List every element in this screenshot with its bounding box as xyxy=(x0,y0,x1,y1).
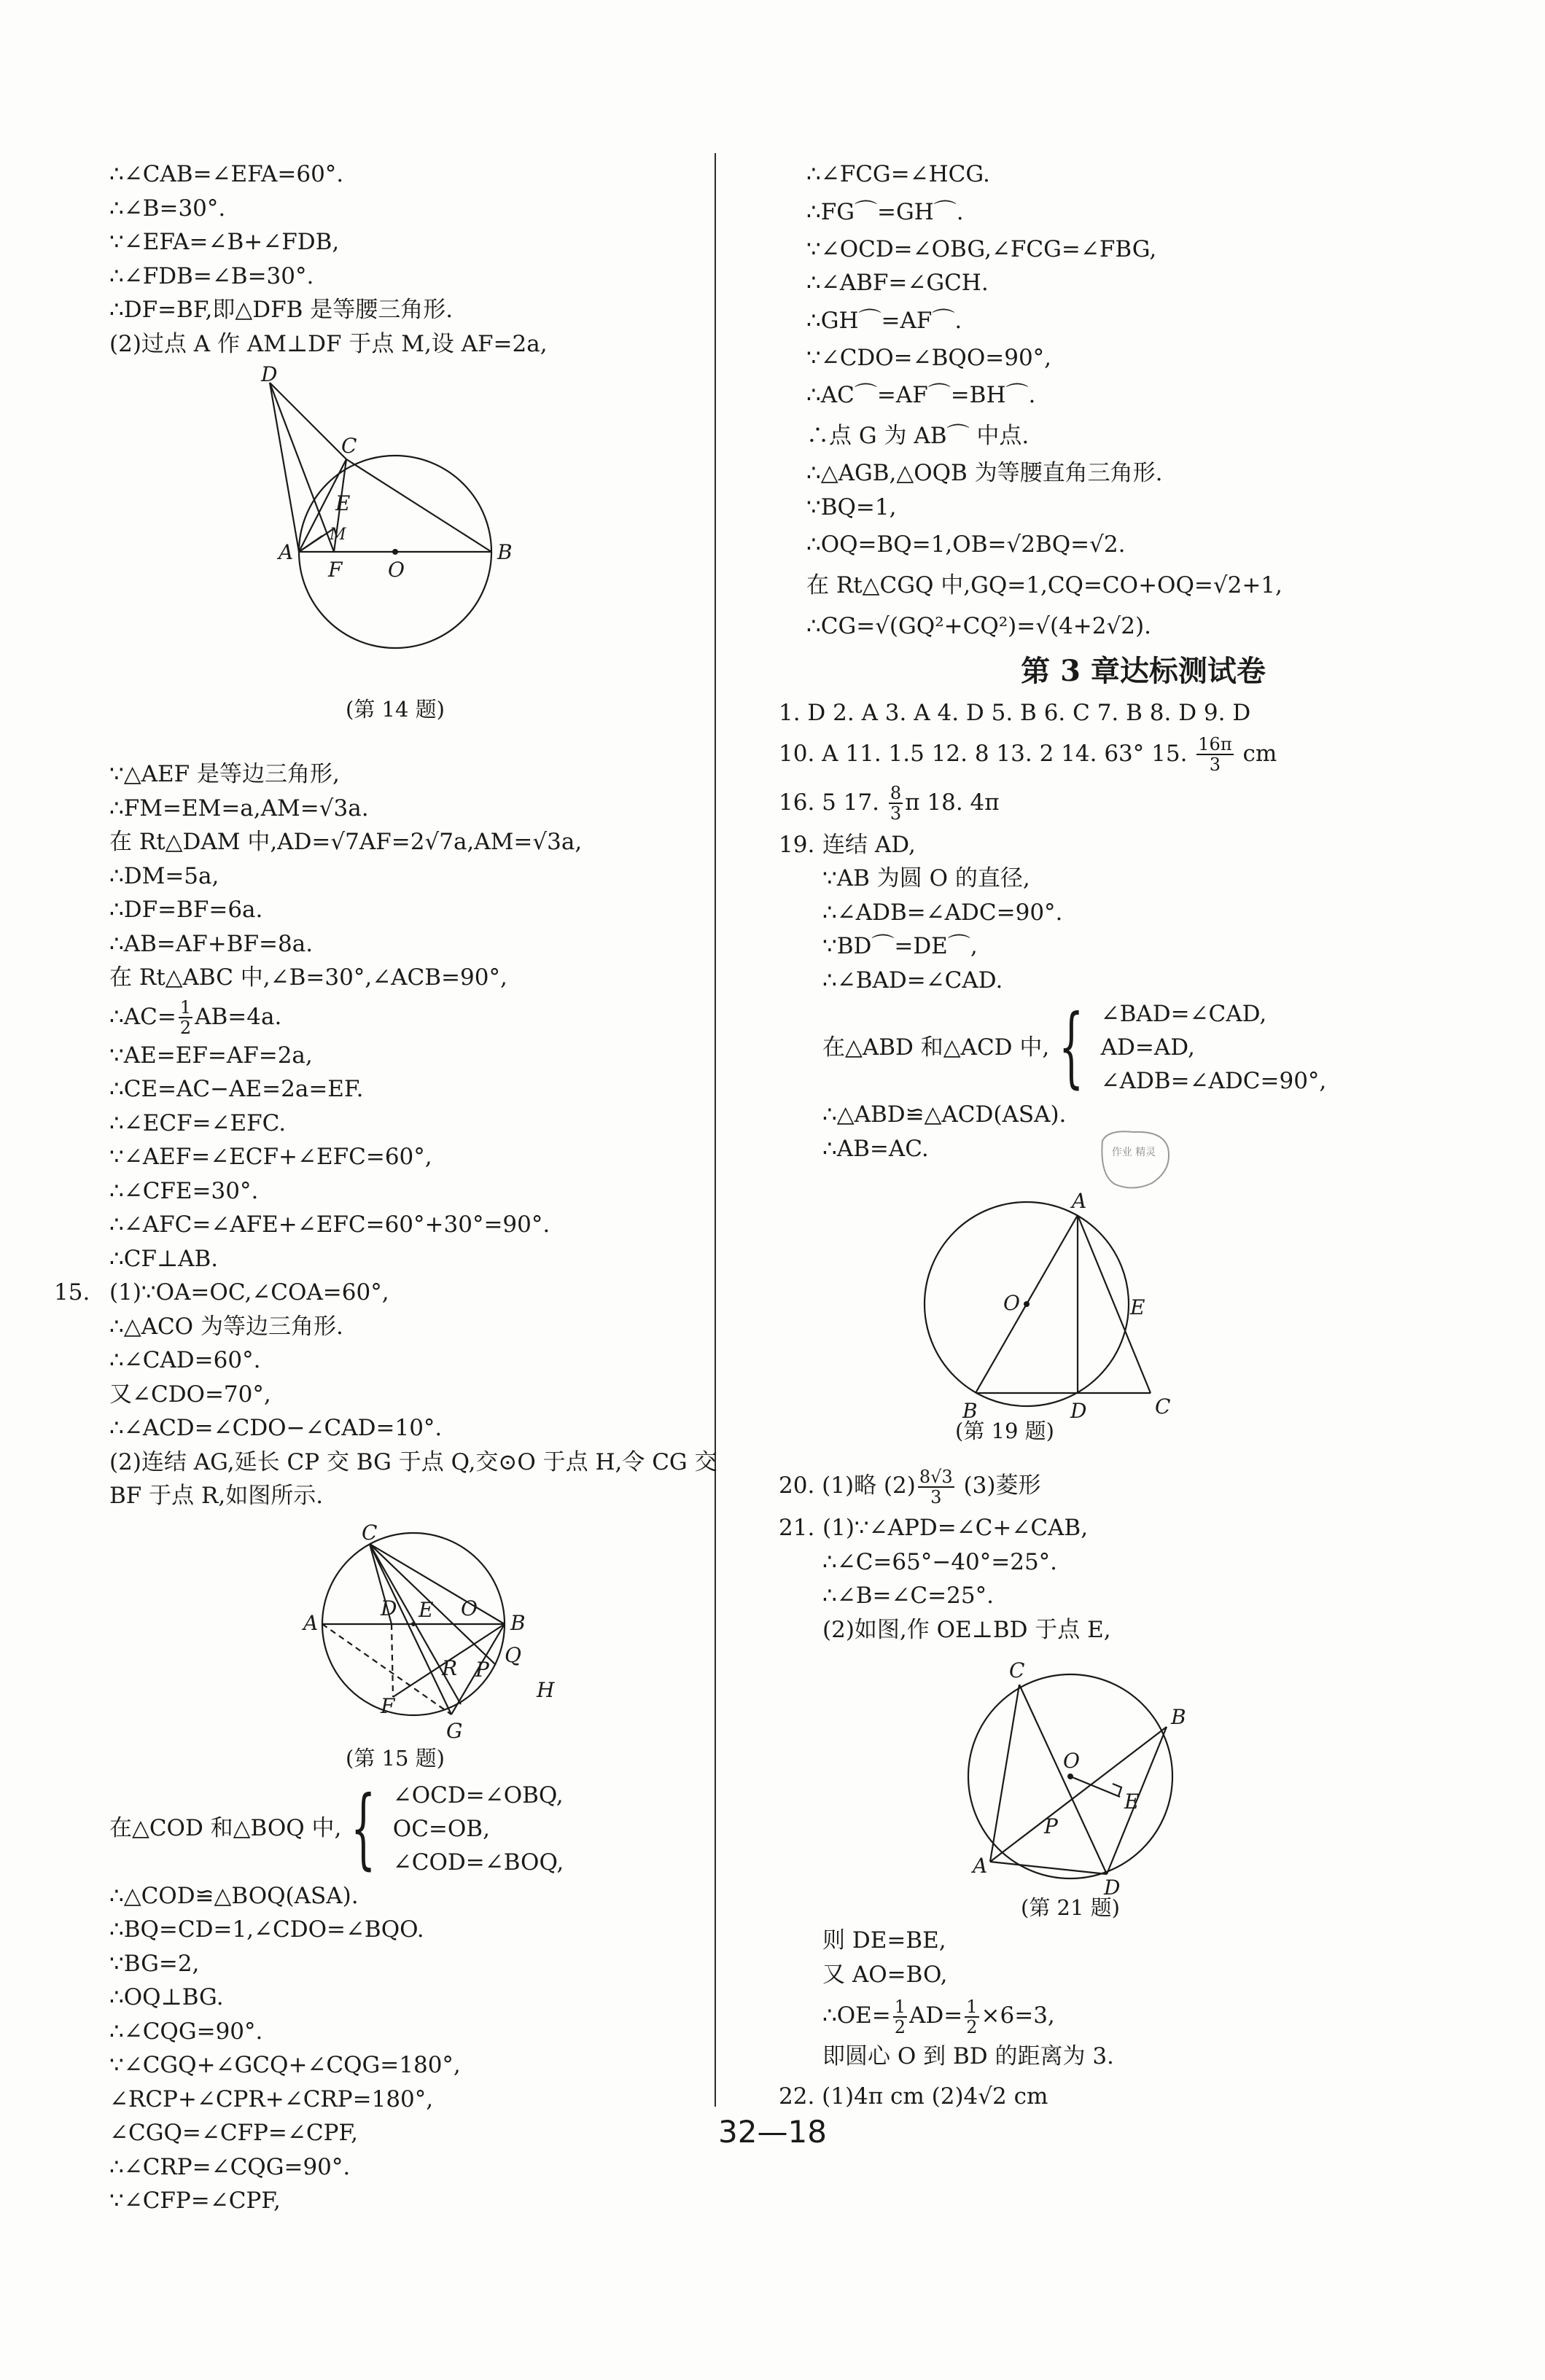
fig15-label: A xyxy=(303,1610,319,1635)
question-number: 21. xyxy=(779,1515,815,1541)
text-part: (1)∵OA=OC,∠COA=60°, xyxy=(109,1279,389,1306)
figure-15 xyxy=(82,1513,709,1771)
fig15-label: R xyxy=(442,1655,458,1680)
text-line: ∴∠CQG=90°. xyxy=(109,2018,263,2045)
text-line: (2)如图,作 OE⊥BD 于点 E, xyxy=(822,1616,1111,1643)
text-part: ×6=3, xyxy=(981,2002,1055,2029)
fraction-denominator: 2 xyxy=(179,1018,192,1038)
brace-item: ∠OCD=∠OBQ, xyxy=(392,1782,564,1809)
text-line: 即圆心 O 到 BD 的距离为 3. xyxy=(822,2043,1114,2069)
text-line: ∴△ABD≌△ACD(ASA). xyxy=(822,1101,1067,1128)
brace-item: AD=AD, xyxy=(1100,1034,1195,1061)
fig14-label: M xyxy=(330,526,346,544)
answers-row-22: 22. (1)4π cm (2)4√2 cm xyxy=(779,2083,1048,2110)
fraction-numerator: 1 xyxy=(894,1996,906,2017)
text-line: ∠RCP+∠CPR+∠CRP=180°, xyxy=(109,2086,434,2112)
figure-14-diagram xyxy=(82,361,709,747)
text-line: ∴∠ADB=∠ADC=90°. xyxy=(822,899,1063,926)
brace-item: ∠BAD=∠CAD, xyxy=(1100,1001,1267,1027)
left-column xyxy=(54,157,717,2218)
text-part: (3)菱形 xyxy=(956,1472,1041,1499)
fig21-label: O xyxy=(1063,1749,1080,1773)
fraction-denominator: 3 xyxy=(1209,754,1221,775)
text-line: (2)连结 AG,延长 CP 交 BG 于点 Q,交⊙O 于点 H,令 CG 交 xyxy=(109,1448,717,1475)
fraction-numerator: 1 xyxy=(179,997,192,1018)
text-line: ∴∠B=30°. xyxy=(109,195,226,222)
text-line-fraction xyxy=(779,1991,1508,2040)
text-line: ∴FM=EM=a,AM=√3a. xyxy=(109,795,369,822)
fraction-denominator: 3 xyxy=(930,1486,942,1507)
text-line: ∵∠OCD=∠OBG,∠FCG=∠FBG, xyxy=(806,235,1157,262)
text-line: ∵∠CDO=∠BQO=90°, xyxy=(806,344,1052,371)
page-number: 32—18 xyxy=(718,2114,827,2150)
fig19-label: O xyxy=(1003,1291,1020,1315)
fig15-label: P xyxy=(475,1657,489,1682)
chapter-title: 第 3 章达标测试卷 xyxy=(1021,654,1266,688)
question-number: 15. xyxy=(54,1279,90,1306)
text-part: ∴AC= xyxy=(109,1003,176,1030)
text-line: (2)过点 A 作 AM⊥DF 于点 M,设 AF=2a, xyxy=(109,330,548,357)
fraction-denominator: 2 xyxy=(894,2016,906,2037)
fig15-label: F xyxy=(381,1693,395,1718)
text-line: 在 Rt△DAM 中,AD=√7AF=2√7a,AM=√3a, xyxy=(109,829,583,855)
fig21-label: B xyxy=(1171,1705,1186,1729)
figure-19 xyxy=(779,1166,1508,1457)
question-15-line xyxy=(54,1276,709,1310)
text-line: ∴∠CFE=30°. xyxy=(109,1177,259,1204)
figure-21 xyxy=(779,1647,1508,1924)
fraction-denominator: 3 xyxy=(890,803,902,824)
text-line: ∴FG⌒=GH⌒. xyxy=(806,198,964,225)
text-line: ∴点 G 为 AB⌒ 中点. xyxy=(806,423,1030,449)
fraction xyxy=(179,998,192,1037)
fig15-label: G xyxy=(446,1718,463,1743)
fig19-label: D xyxy=(1070,1399,1087,1423)
answers-row-20 xyxy=(779,1460,1508,1511)
fig15-label: Q xyxy=(505,1642,521,1667)
text-line: ∴CG=√(GQ²+CQ²)=√(4+2√2). xyxy=(806,613,1151,639)
text-line: ∴∠CRP=∠CQG=90°. xyxy=(109,2153,351,2180)
text-line: ∵∠AEF=∠ECF+∠EFC=60°, xyxy=(109,1144,432,1170)
fig14-label: D xyxy=(261,362,278,386)
text-part: AB=4a. xyxy=(195,1003,282,1030)
figure-19-diagram xyxy=(779,1166,1508,1428)
fraction xyxy=(893,1997,907,2037)
brace-lead: 在△ABD 和△ACD 中, xyxy=(822,1034,1050,1061)
text-line: ∴AB=AF+BF=8a. xyxy=(109,930,314,957)
text-line: ∵BQ=1, xyxy=(806,493,897,520)
fig19-label: E xyxy=(1130,1295,1145,1319)
fraction-numerator: 8√3 xyxy=(919,1466,953,1487)
text-line: ∴△ACO 为等边三角形. xyxy=(109,1313,343,1340)
brace-lead: 在△COD 和△BOQ 中, xyxy=(109,1815,342,1842)
fraction-numerator: 16π xyxy=(1198,734,1232,754)
brace-items xyxy=(1101,997,1327,1098)
fig15-label: E xyxy=(419,1597,434,1622)
fig15-label: H xyxy=(537,1677,555,1702)
fig21-label: D xyxy=(1104,1876,1121,1895)
figure-19-caption: (第 19 题) xyxy=(955,1419,1054,1443)
text-line: ∵∠CGQ+∠GCQ+∠CQG=180°, xyxy=(109,2052,461,2078)
text-line: 又∠CDO=70°, xyxy=(109,1381,271,1408)
text-line: ∴∠ACD=∠CDO−∠CAD=10°. xyxy=(109,1415,443,1441)
question-19-line xyxy=(779,828,1508,862)
text-line: ∴∠AFC=∠AFE+∠EFC=60°+30°=90°. xyxy=(109,1212,550,1238)
text-line: ∴OQ=BQ=1,OB=√2BQ=√2. xyxy=(806,531,1126,558)
text-line: ∴∠B=∠C=25°. xyxy=(822,1583,994,1609)
text-part: π 18. 4π xyxy=(905,789,1000,816)
text-line: ∴CF⊥AB. xyxy=(109,1245,219,1272)
text-line: ∴∠FDB=∠B=30°. xyxy=(109,262,314,289)
figure-14-caption: (第 14 题) xyxy=(346,697,445,722)
answers-row xyxy=(779,730,1508,777)
fig21-label: E xyxy=(1124,1790,1140,1814)
fig15-label: O xyxy=(461,1596,478,1620)
text-line: ∴∠ECF=∠EFC. xyxy=(109,1109,287,1136)
text-line: ∴∠CAB=∠EFA=60°. xyxy=(109,161,344,187)
fig21-label: A xyxy=(973,1854,988,1878)
brace-item: ∠ADB=∠ADC=90°, xyxy=(1100,1068,1327,1094)
text-part: 10. A 11. 1.5 12. 8 13. 2 14. 63° 15. xyxy=(779,740,1195,767)
question-21-line xyxy=(779,1511,1508,1545)
figure-15-diagram xyxy=(82,1513,709,1747)
text-line: ∵AB 为圆 O 的直径, xyxy=(822,865,1030,891)
brace-system-15 xyxy=(82,1779,709,1879)
text-line: ∴△COD≌△BOQ(ASA). xyxy=(109,1882,359,1909)
brace-system-19 xyxy=(779,997,1508,1098)
fig14-label: C xyxy=(341,434,357,458)
text-line: ∵BG=2, xyxy=(109,1950,200,1977)
fig15-label: B xyxy=(510,1610,526,1635)
text-line: ∠CGQ=∠CFP=∠CPF, xyxy=(109,2120,358,2146)
text-line: ∵△AEF 是等边三角形, xyxy=(109,761,340,787)
figure-21-diagram xyxy=(779,1647,1508,1895)
answers-row xyxy=(779,777,1508,828)
brace-symbol: { xyxy=(1059,996,1084,1098)
text-line: ∵BD⌒=DE⌒, xyxy=(822,933,978,959)
fraction xyxy=(965,1997,978,2037)
fraction-numerator: 8 xyxy=(890,783,902,803)
text-line: ∴DM=5a, xyxy=(109,862,219,889)
text-line: ∴AC⌒=AF⌒=BH⌒. xyxy=(806,382,1036,408)
text-line: ∴∠C=65°−40°=25°. xyxy=(822,1548,1058,1575)
text-line: ∴∠BAD=∠CAD. xyxy=(822,967,1003,994)
text-line: ∴DF=BF,即△DFB 是等腰三角形. xyxy=(109,297,454,323)
text-line: ∵∠CFP=∠CPF, xyxy=(109,2188,281,2214)
text-line: ∴CE=AC−AE=2a=EF. xyxy=(109,1076,364,1102)
text-line: ∴△AGB,△OQB 为等腰直角三角形. xyxy=(806,460,1163,486)
fig21-label: C xyxy=(1009,1658,1025,1682)
fig19-label: A xyxy=(1072,1189,1087,1213)
brace-symbol: { xyxy=(351,1777,376,1879)
text-part: 连结 AD, xyxy=(822,831,916,858)
fig21-label: P xyxy=(1044,1814,1058,1838)
fraction-denominator: 2 xyxy=(966,2016,978,2037)
text-line: ∵AE=EF=AF=2a, xyxy=(109,1042,313,1069)
text-part: ∴OE= xyxy=(822,2002,891,2029)
fig15-label: C xyxy=(362,1520,378,1545)
text-line: 在 Rt△ABC 中,∠B=30°,∠ACB=90°, xyxy=(109,964,507,991)
fig19-label: B xyxy=(962,1399,978,1423)
text-part: 20. (1)略 (2) xyxy=(779,1472,916,1499)
text-line: ∴GH⌒=AF⌒. xyxy=(806,307,962,334)
figure-21-caption: (第 21 题) xyxy=(1021,1895,1120,1920)
fig14-label: A xyxy=(279,540,294,564)
answers-row: 1. D 2. A 3. A 4. D 5. B 6. C 7. B 8. D 9. D xyxy=(779,700,1251,726)
text-line: ∴OQ⊥BG. xyxy=(109,1984,224,2010)
brace-items xyxy=(393,1779,564,1879)
fraction xyxy=(918,1467,954,1507)
fig14-label: B xyxy=(497,540,513,564)
text-line: ∴∠ABF=∠GCH. xyxy=(806,270,989,296)
text-line: ∴AB=AC. xyxy=(822,1135,929,1162)
text-line: ∴∠CAD=60°. xyxy=(109,1347,261,1373)
text-line: 在 Rt△CGQ 中,GQ=1,CQ=CO+OQ=√2+1, xyxy=(806,572,1283,598)
figure-14 xyxy=(82,361,709,784)
fig14-label: E xyxy=(335,491,351,515)
text-part: 16. 5 17. xyxy=(779,789,887,816)
text-line: ∴∠FCG=∠HCG. xyxy=(806,161,990,187)
text-line: 又 AO=BO, xyxy=(822,1961,948,1988)
text-line: BF 于点 R,如图所示. xyxy=(109,1483,324,1509)
fig14-label: O xyxy=(388,558,405,582)
figure-15-caption: (第 15 题) xyxy=(346,1745,445,1771)
fig15-label: D xyxy=(381,1596,397,1620)
fraction xyxy=(1196,735,1233,774)
question-number: 19. xyxy=(779,831,815,858)
text-part: cm xyxy=(1242,740,1277,767)
brace-item: OC=OB, xyxy=(392,1815,490,1842)
fraction xyxy=(889,784,903,823)
text-line: ∴DF=BF=6a. xyxy=(109,897,263,923)
fig14-label: F xyxy=(328,558,343,582)
brace-item: ∠COD=∠BOQ, xyxy=(392,1849,564,1876)
column-divider xyxy=(715,153,716,2107)
text-line: ∵∠EFA=∠B+∠FDB, xyxy=(109,229,340,255)
text-line-fraction xyxy=(82,995,709,1039)
watermark-stamp xyxy=(1094,1126,1174,1192)
stamp-text: 作业 精灵 xyxy=(1111,1147,1156,1158)
fig19-label: C xyxy=(1155,1394,1171,1419)
fraction-numerator: 1 xyxy=(966,1996,978,2017)
text-part: (1)∵∠APD=∠C+∠CAB, xyxy=(822,1515,1089,1541)
text-line: ∴BQ=CD=1,∠CDO=∠BQO. xyxy=(109,1916,424,1943)
text-part: AD= xyxy=(909,2002,963,2029)
text-line: 则 DE=BE, xyxy=(822,1927,946,1954)
